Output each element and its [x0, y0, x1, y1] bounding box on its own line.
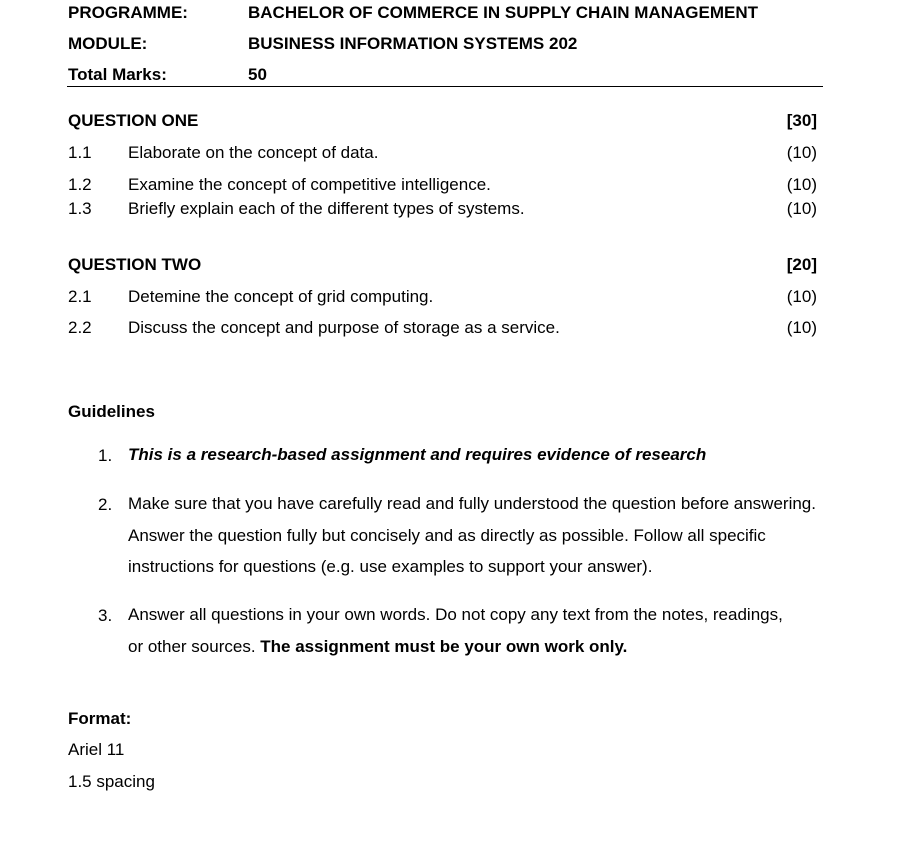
question-text: Elaborate on the concept of data. [128, 143, 379, 162]
guideline-text [128, 599, 788, 662]
question-text: Discuss the concept and purpose of storage as a service. [128, 318, 560, 337]
question-marks: (10) [786, 287, 817, 306]
question-two-title: QUESTION TWO [68, 255, 202, 274]
header-divider [67, 86, 823, 87]
programme-label: PROGRAMME: [68, 3, 188, 22]
question-number: 1.3 [68, 199, 92, 218]
format-title: Format: [68, 709, 132, 728]
question-one-title: QUESTION ONE [68, 111, 199, 130]
guideline-number: 1. [98, 446, 113, 465]
guideline-text-bold: The assignment must be your own work only. [260, 636, 628, 656]
question-marks: (10) [786, 143, 817, 162]
guideline-text: This is a research-based assignment and requires evidence of research [128, 445, 707, 464]
question-marks: (10) [786, 175, 817, 194]
total-marks-label: Total Marks: [68, 65, 167, 84]
question-two-total: [20] [786, 255, 817, 274]
module-value: BUSINESS INFORMATION SYSTEMS 202 [248, 34, 578, 53]
module-label: MODULE: [68, 34, 148, 53]
guideline-text: Make sure that you have carefully read and fully understood the question before answering. Answer the question fully but concisely and as directly as possible. Follow all specific instructions for questions (e.g. use examples to support your answer). [128, 494, 816, 576]
question-marks: (10) [786, 199, 817, 218]
question-text: Detemine the concept of grid computing. [128, 287, 434, 306]
guideline-number: 3. [98, 606, 113, 625]
question-number: 1.1 [68, 143, 92, 162]
question-text: Briefly explain each of the different types of systems. [128, 199, 525, 218]
guideline-number: 2. [98, 495, 113, 514]
question-one-total: [30] [786, 111, 817, 130]
format-line: Ariel 11 [68, 740, 125, 759]
question-number: 2.1 [68, 287, 92, 306]
total-marks-value: 50 [248, 65, 267, 84]
question-text: Examine the concept of competitive intelligence. [128, 175, 491, 194]
question-number: 2.2 [68, 318, 92, 337]
question-number: 1.2 [68, 175, 92, 194]
guideline-text-plain: Answer all questions in your own words. Do not copy any text from the notes, readings, or other sources. [128, 605, 783, 656]
format-line: 1.5 spacing [68, 772, 155, 791]
guidelines-title: Guidelines [68, 402, 155, 421]
question-marks: (10) [786, 318, 817, 337]
programme-value: BACHELOR OF COMMERCE IN SUPPLY CHAIN MANAGEMENT [248, 3, 759, 22]
